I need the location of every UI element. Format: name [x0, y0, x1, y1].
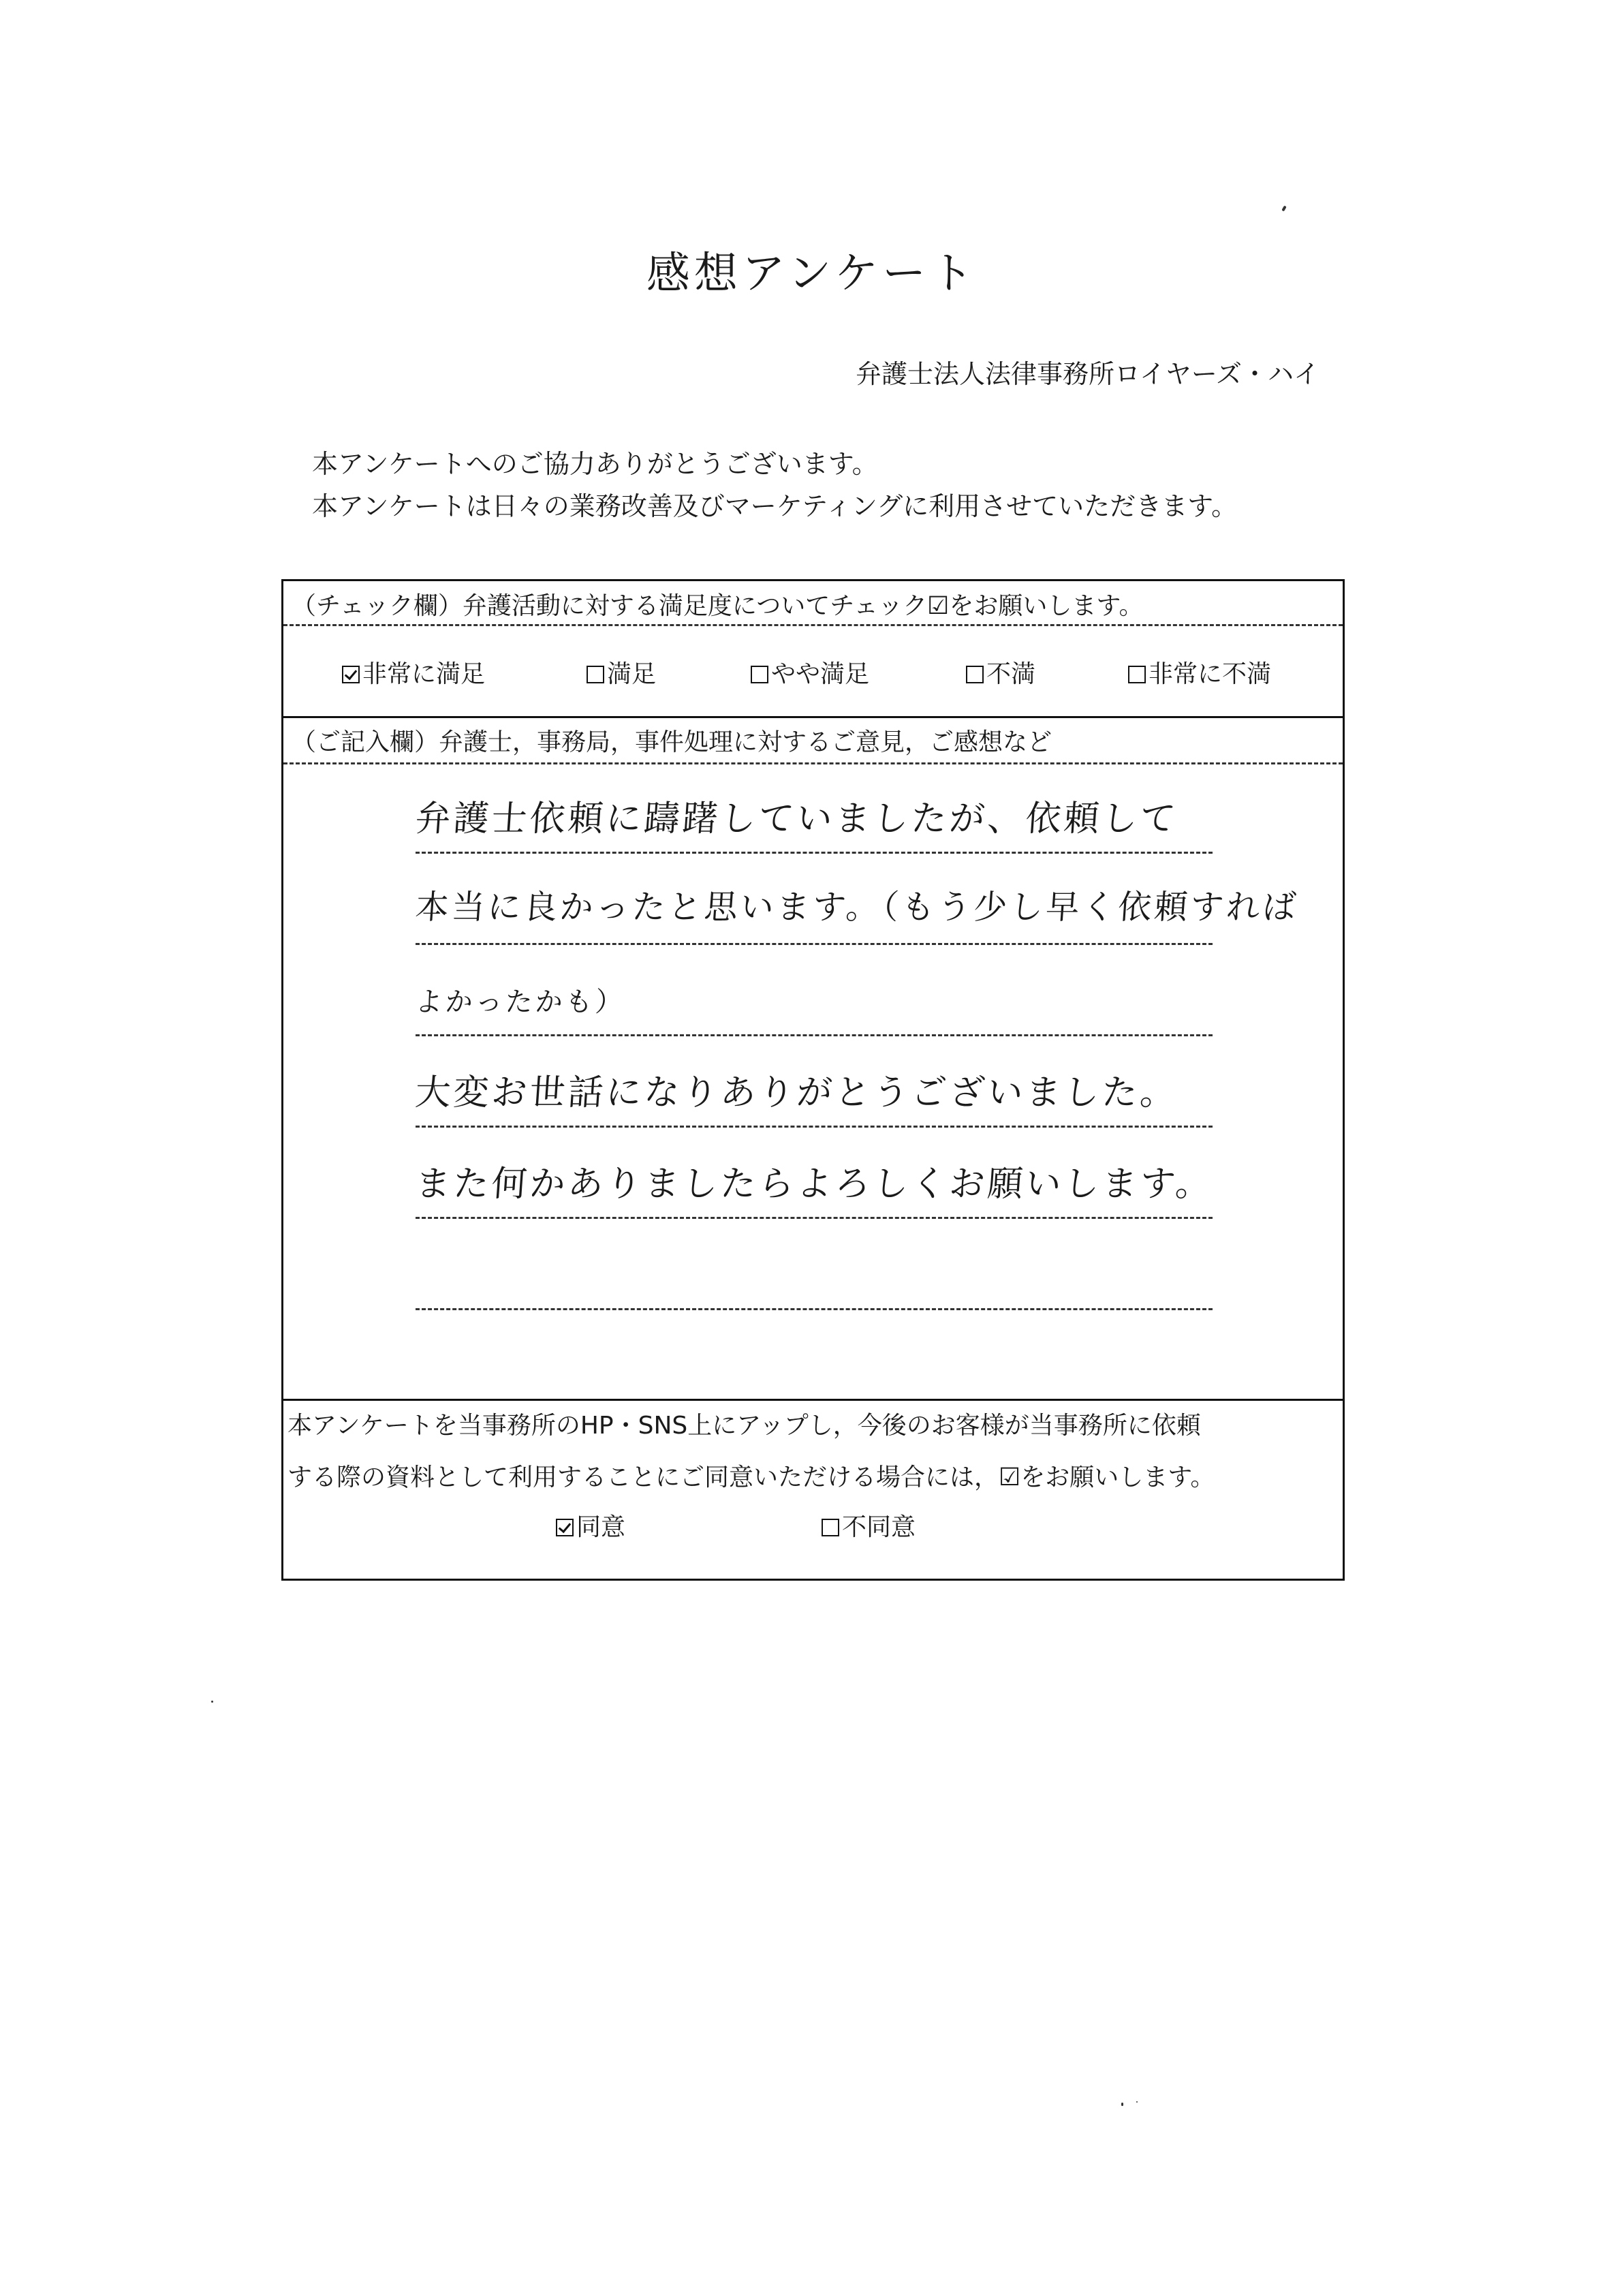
checkbox-icon[interactable]	[822, 1519, 839, 1536]
scan-speck	[211, 1701, 213, 1703]
handwritten-comment-line: 本当に良かったと思います。（もう少し早く依頼すれば	[413, 888, 1300, 927]
handwritten-comment-line: 弁護士依頼に躊躇していましたが、依頼して	[413, 799, 1180, 839]
option-somewhat-satisfied[interactable]	[751, 655, 869, 690]
consent-text	[287, 1400, 1215, 1504]
organization-name: 弁護士法人法律事務所ロイヤーズ・ハイ	[856, 359, 1320, 389]
checkbox-icon[interactable]	[966, 666, 984, 683]
divider	[283, 762, 1343, 764]
checkbox-icon[interactable]	[1128, 666, 1146, 683]
option-label: 満足	[607, 660, 657, 688]
scan-speck	[1281, 206, 1286, 212]
option-label: 非常に満足	[362, 660, 486, 688]
checkbox-checked-icon[interactable]	[342, 666, 360, 683]
writing-line	[416, 1126, 1213, 1128]
option-label: 同意	[576, 1513, 626, 1541]
checkbox-icon[interactable]	[751, 666, 768, 683]
option-label: やや満足	[771, 660, 870, 688]
scan-speck	[1136, 2101, 1138, 2103]
option-label: 不満	[986, 660, 1036, 688]
intro-text	[312, 443, 1237, 527]
writing-line	[416, 1034, 1213, 1036]
writing-line	[416, 1308, 1213, 1310]
option-dissatisfied[interactable]	[966, 655, 1035, 690]
consent-line: する際の資料として利用することにご同意いただける場合には，☑をお願いします。	[287, 1464, 1215, 1491]
option-label: 非常に不満	[1149, 660, 1272, 688]
handwritten-comment-line: よかったかも）	[414, 987, 627, 1018]
writing-line	[416, 943, 1213, 945]
survey-form	[281, 579, 1345, 1581]
intro-line: 本アンケートへのご協力ありがとうございます。	[312, 449, 878, 479]
page-title: 感想アンケート	[646, 249, 978, 299]
handwritten-comment-line: 大変お世話になりありがとうございました。	[413, 1072, 1180, 1113]
option-very-satisfied[interactable]	[342, 655, 485, 690]
option-agree[interactable]	[556, 1508, 625, 1543]
checkbox-icon[interactable]	[587, 666, 604, 683]
option-disagree[interactable]	[822, 1508, 916, 1543]
option-label: 不同意	[842, 1513, 916, 1541]
comment-section-header: （ご記入欄）弁護士，事務局，事件処理に対するご意見，ご感想など	[292, 728, 1052, 756]
consent-line: 本アンケートを当事務所のHP・SNS上にアップし，今後のお客様が当事務所に依頼	[287, 1412, 1201, 1440]
option-very-dissatisfied[interactable]	[1128, 655, 1271, 690]
option-satisfied[interactable]	[587, 655, 656, 690]
intro-line: 本アンケートは日々の業務改善及びマーケティングに利用させていただきます。	[312, 491, 1238, 521]
handwritten-comment-line: また何かありましたらよろしくお願いします。	[413, 1164, 1215, 1205]
check-section-header: （チェック欄）弁護活動に対する満足度についてチェック☑をお願いします。	[292, 592, 1144, 620]
divider	[283, 716, 1343, 718]
checkbox-checked-icon[interactable]	[556, 1519, 574, 1536]
writing-line	[416, 852, 1213, 854]
divider	[283, 624, 1343, 626]
scan-speck	[1121, 2103, 1123, 2106]
writing-line	[416, 1217, 1213, 1219]
